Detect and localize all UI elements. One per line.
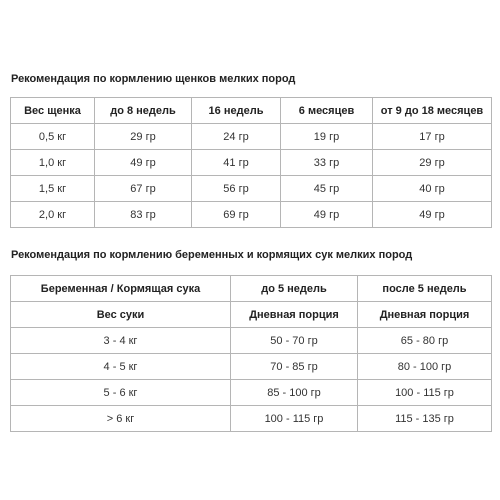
- header-9-to-18-months: от 9 до 18 месяцев: [373, 98, 492, 124]
- table-cell: 2,0 кг: [11, 202, 95, 228]
- table-row: [11, 406, 492, 432]
- table-cell: 85 - 100 гр: [231, 380, 358, 406]
- table-cell: 40 гр: [373, 176, 492, 202]
- subheader-daily-portion: Дневная порция: [231, 302, 358, 328]
- header-up-to-8-weeks: до 8 недель: [95, 98, 192, 124]
- table-row: [11, 354, 492, 380]
- table-cell: 50 - 70 гр: [231, 328, 358, 354]
- table-cell: 0,5 кг: [11, 124, 95, 150]
- puppy-feeding-title: Рекомендация по кормлению щенков мелких пород: [11, 73, 296, 85]
- table-cell: 4 - 5 кг: [11, 354, 231, 380]
- subheader-daily-portion: Дневная порция: [358, 302, 492, 328]
- table-cell: 17 гр: [373, 124, 492, 150]
- table-cell: > 6 кг: [11, 406, 231, 432]
- header-up-to-5-weeks: до 5 недель: [231, 276, 358, 302]
- table-cell: 49 гр: [281, 202, 373, 228]
- header-puppy-weight: Вес щенка: [11, 98, 95, 124]
- table-cell: 100 - 115 гр: [231, 406, 358, 432]
- table-header-row: [11, 276, 492, 302]
- header-pregnant-nursing: Беременная / Кормящая сука: [11, 276, 231, 302]
- puppy-feeding-table: [10, 97, 492, 228]
- table-cell: 56 гр: [192, 176, 281, 202]
- table-cell: 65 - 80 гр: [358, 328, 492, 354]
- table-row: [11, 202, 492, 228]
- table-row: [11, 124, 492, 150]
- table-cell: 67 гр: [95, 176, 192, 202]
- table-cell: 115 - 135 гр: [358, 406, 492, 432]
- table-cell: 29 гр: [95, 124, 192, 150]
- header-6-months: 6 месяцев: [281, 98, 373, 124]
- table-cell: 33 гр: [281, 150, 373, 176]
- table-cell: 45 гр: [281, 176, 373, 202]
- table-row: [11, 150, 492, 176]
- table-cell: 69 гр: [192, 202, 281, 228]
- female-feeding-table: [10, 275, 492, 432]
- table-cell: 41 гр: [192, 150, 281, 176]
- table-cell: 70 - 85 гр: [231, 354, 358, 380]
- table-cell: 80 - 100 гр: [358, 354, 492, 380]
- table-cell: 19 гр: [281, 124, 373, 150]
- table-cell: 3 - 4 кг: [11, 328, 231, 354]
- table-cell: 49 гр: [95, 150, 192, 176]
- table-cell: 5 - 6 кг: [11, 380, 231, 406]
- table-cell: 49 гр: [373, 202, 492, 228]
- table-subheader-row: [11, 302, 492, 328]
- table-cell: 83 гр: [95, 202, 192, 228]
- table-cell: 29 гр: [373, 150, 492, 176]
- table-cell: 24 гр: [192, 124, 281, 150]
- table-cell: 100 - 115 гр: [358, 380, 492, 406]
- header-after-5-weeks: после 5 недель: [358, 276, 492, 302]
- subheader-female-weight: Вес суки: [11, 302, 231, 328]
- table-header-row: [11, 98, 492, 124]
- table-cell: 1,5 кг: [11, 176, 95, 202]
- table-row: [11, 380, 492, 406]
- table-cell: 1,0 кг: [11, 150, 95, 176]
- female-feeding-title: Рекомендация по кормлению беременных и кормящих сук мелких пород: [11, 249, 413, 261]
- table-row: [11, 176, 492, 202]
- header-16-weeks: 16 недель: [192, 98, 281, 124]
- table-row: [11, 328, 492, 354]
